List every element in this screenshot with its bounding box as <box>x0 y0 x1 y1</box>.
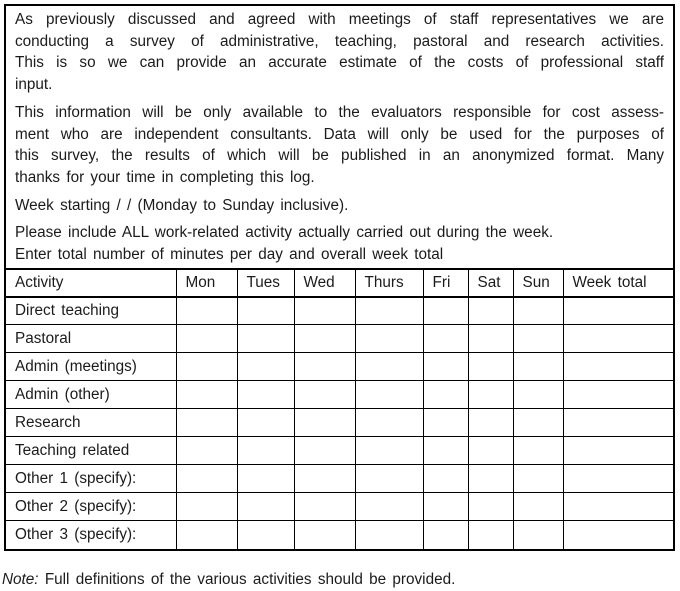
minutes-cell <box>237 409 294 437</box>
minutes-cell <box>294 465 355 493</box>
table-row-other-3 <box>6 521 673 549</box>
minutes-cell <box>176 437 237 465</box>
minutes-cell <box>423 381 468 409</box>
note-text <box>2 570 455 590</box>
survey-form-box <box>4 4 675 551</box>
text-line: conducting a survey of administrative, teaching, pastoral and research activities. <box>15 32 664 50</box>
minutes-cell <box>237 493 294 521</box>
minutes-cell <box>294 297 355 325</box>
minutes-cell <box>513 493 563 521</box>
minutes-cell <box>176 353 237 381</box>
minutes-cell <box>176 381 237 409</box>
minutes-cell <box>468 297 513 325</box>
minutes-cell <box>237 353 294 381</box>
text-line: ment who are independent consultants. Data will only be used for the purposes of <box>15 125 664 143</box>
minutes-cell <box>237 297 294 325</box>
paragraph-survey-purpose <box>15 9 664 96</box>
row-label: Research <box>6 409 176 437</box>
minutes-cell <box>355 409 423 437</box>
week-total-cell <box>563 297 673 325</box>
minutes-cell <box>294 437 355 465</box>
minutes-cell <box>468 353 513 381</box>
minutes-cell <box>176 465 237 493</box>
minutes-cell <box>468 521 513 549</box>
column-header-sat: Sat <box>468 269 513 297</box>
week-starting-line: Week starting / / (Monday to Sunday inclusive). <box>15 196 349 214</box>
text-line: This is so we can provide an accurate estimate of the costs of professional staff <box>15 54 664 72</box>
column-header-tues: Tues <box>237 269 294 297</box>
note-label: Note: <box>2 571 39 588</box>
minutes-cell <box>423 409 468 437</box>
row-label: Direct teaching <box>6 297 176 325</box>
minutes-cell <box>294 325 355 353</box>
week-total-cell <box>563 521 673 549</box>
row-label: Other 2 (specify): <box>6 493 176 521</box>
row-label: Pastoral <box>6 325 176 353</box>
column-header-fri: Fri <box>423 269 468 297</box>
minutes-cell <box>468 381 513 409</box>
text-line: Enter total number of minutes per day and overall week total <box>15 246 444 264</box>
week-total-cell <box>563 325 673 353</box>
paragraph-week-starting <box>15 195 664 217</box>
minutes-cell <box>468 325 513 353</box>
minutes-cell <box>294 493 355 521</box>
minutes-cell <box>513 325 563 353</box>
week-total-cell <box>563 381 673 409</box>
text-line: Please include ALL work-related activity actually carried out during the week. <box>15 224 554 242</box>
minutes-cell <box>294 381 355 409</box>
table-row-other-1 <box>6 465 673 493</box>
minutes-cell <box>355 325 423 353</box>
minutes-cell <box>468 465 513 493</box>
minutes-cell <box>423 493 468 521</box>
minutes-cell <box>355 465 423 493</box>
table-row-direct-teaching <box>6 297 673 325</box>
column-header-week-total: Week total <box>563 269 673 297</box>
minutes-cell <box>423 353 468 381</box>
minutes-cell <box>423 465 468 493</box>
table-row-research <box>6 409 673 437</box>
row-label: Other 3 (specify): <box>6 521 176 549</box>
minutes-cell <box>423 521 468 549</box>
minutes-cell <box>468 409 513 437</box>
activity-log-table <box>6 268 673 549</box>
minutes-cell <box>513 521 563 549</box>
text-line: input. <box>15 76 53 94</box>
week-total-cell <box>563 353 673 381</box>
note-body: Full definitions of the various activities should be provided. <box>44 571 456 588</box>
text-line: thanks for your time in completing this log. <box>15 168 315 186</box>
table-row-teaching-related <box>6 437 673 465</box>
minutes-cell <box>513 409 563 437</box>
header-row <box>6 269 673 297</box>
minutes-cell <box>423 297 468 325</box>
minutes-cell <box>294 353 355 381</box>
minutes-cell <box>513 353 563 381</box>
table-row-other-2 <box>6 493 673 521</box>
text-line: As previously discussed and agreed with meetings of staff representatives we are <box>15 11 664 28</box>
column-header-wed: Wed <box>294 269 355 297</box>
minutes-cell <box>423 325 468 353</box>
row-label: Admin (other) <box>6 381 176 409</box>
minutes-cell <box>355 437 423 465</box>
minutes-cell <box>237 437 294 465</box>
week-total-cell <box>563 465 673 493</box>
minutes-cell <box>237 521 294 549</box>
table-row-admin-meetings <box>6 353 673 381</box>
week-total-cell <box>563 493 673 521</box>
minutes-cell <box>355 353 423 381</box>
minutes-cell <box>468 437 513 465</box>
row-label: Admin (meetings) <box>6 353 176 381</box>
table-row-admin-other <box>6 381 673 409</box>
table-row-pastoral <box>6 325 673 353</box>
minutes-cell <box>423 437 468 465</box>
minutes-cell <box>355 297 423 325</box>
minutes-cell <box>294 521 355 549</box>
text-line: This information will be only available to the evaluators responsible for cost assess- <box>15 103 664 121</box>
minutes-cell <box>176 521 237 549</box>
minutes-cell <box>176 297 237 325</box>
paragraph-instructions <box>15 222 664 265</box>
minutes-cell <box>468 493 513 521</box>
text-line: this survey, the results of which will be published in an anonymized format. Many <box>15 147 664 165</box>
column-header-activity: Activity <box>6 269 176 297</box>
minutes-cell <box>355 521 423 549</box>
minutes-cell <box>355 381 423 409</box>
week-total-cell <box>563 409 673 437</box>
minutes-cell <box>513 465 563 493</box>
minutes-cell <box>176 325 237 353</box>
column-header-sun: Sun <box>513 269 563 297</box>
row-label: Other 1 (specify): <box>6 465 176 493</box>
minutes-cell <box>237 465 294 493</box>
minutes-cell <box>294 409 355 437</box>
minutes-cell <box>237 325 294 353</box>
minutes-cell <box>176 493 237 521</box>
minutes-cell <box>355 493 423 521</box>
row-label: Teaching related <box>6 437 176 465</box>
column-header-thurs: Thurs <box>355 269 423 297</box>
minutes-cell <box>513 381 563 409</box>
intro-text <box>6 6 673 268</box>
minutes-cell <box>513 297 563 325</box>
minutes-cell <box>513 437 563 465</box>
paragraph-confidentiality <box>15 102 664 189</box>
minutes-cell <box>176 409 237 437</box>
column-header-mon: Mon <box>176 269 237 297</box>
minutes-cell <box>237 381 294 409</box>
week-total-cell <box>563 437 673 465</box>
